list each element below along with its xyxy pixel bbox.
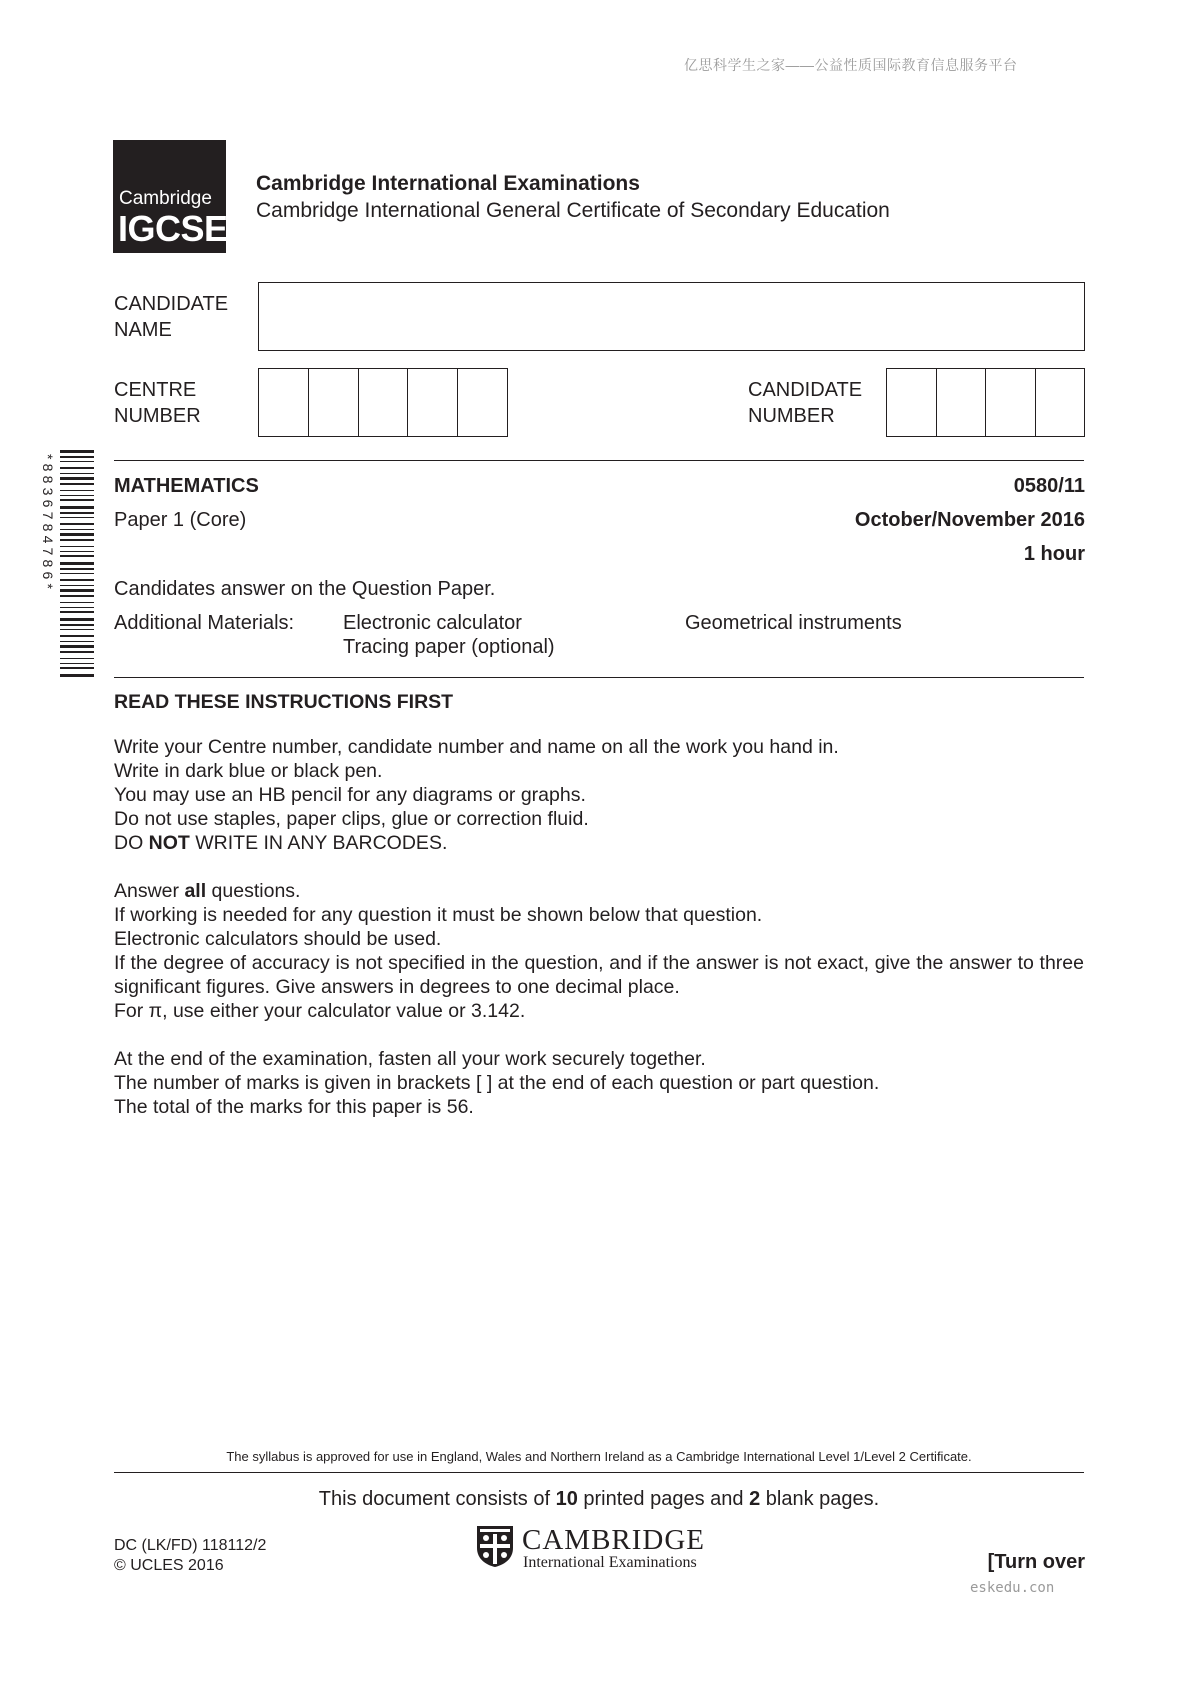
page-count: This document consists of 10 printed pages and 2 blank pages. <box>318 1488 880 1510</box>
divider-footer <box>114 1472 1084 1473</box>
exam-session: October/November 2016 <box>854 509 1085 531</box>
instruction-line: Write your Centre number, candidate number and name on all the work you hand in. <box>114 736 839 758</box>
material-geometrical: Geometrical instruments <box>685 612 902 634</box>
centre-number-boxes[interactable] <box>258 368 508 437</box>
document-code: DC (LK/FD) 118112/2 <box>114 1537 267 1554</box>
candidate-name-box[interactable] <box>258 282 1085 351</box>
instruction-line: If working is needed for any question it must be shown below that question. <box>114 904 763 926</box>
cie-wordmark: International Examinations <box>523 1554 697 1571</box>
igcse-logo <box>113 140 226 253</box>
divider-top <box>114 460 1084 461</box>
logo-igcse-text: IGCSE <box>118 208 228 249</box>
centre-number-label: CENTRE NUMBER <box>114 379 201 427</box>
instruction-line: At the end of the examination, fasten all your work securely together. <box>114 1048 706 1070</box>
qualification-title: Cambridge International General Certificate of Secondary Education <box>256 199 890 222</box>
logo-cambridge-text: Cambridge <box>119 188 212 209</box>
centre-number-cell[interactable] <box>359 369 409 436</box>
barcode-number: *8836784786* <box>40 454 56 594</box>
turn-over-label: [Turn over <box>987 1551 1085 1573</box>
material-calculator: Electronic calculator <box>343 612 522 634</box>
site-watermark: eskedu.con <box>970 1580 1055 1596</box>
candidate-number-cell[interactable] <box>986 369 1036 436</box>
watermark-text: 亿思科学生之家——公益性质国际教育信息服务平台 <box>684 57 1018 73</box>
centre-number-cell[interactable] <box>309 369 359 436</box>
instructions-heading: READ THESE INSTRUCTIONS FIRST <box>114 691 454 713</box>
candidate-number-label: CANDIDATE NUMBER <box>748 379 863 427</box>
centre-number-cell[interactable] <box>458 369 507 436</box>
candidate-name-label: CANDIDATE NAME <box>114 293 229 341</box>
candidate-number-cell[interactable] <box>1036 369 1085 436</box>
instruction-line: Write in dark blue or black pen. <box>114 760 383 782</box>
instruction-barcodes: DO NOT WRITE IN ANY BARCODES. <box>114 832 448 854</box>
cambridge-wordmark: CAMBRIDGE <box>522 1524 706 1556</box>
instruction-line: For π, use either your calculator value or 3.142. <box>114 1000 526 1022</box>
instruction-line: If the degree of accuracy is not specified in the question, and if the answer is not exact, give the answer to three significant figures. Give answers in degrees to one decimal place. <box>114 952 1084 998</box>
org-title: Cambridge International Examinations <box>256 172 640 195</box>
divider-mid <box>114 677 1084 678</box>
instruction-line: You may use an HB pencil for any diagrams or graphs. <box>114 784 586 806</box>
answer-note: Candidates answer on the Question Paper. <box>114 578 496 600</box>
material-tracing-paper: Tracing paper (optional) <box>343 636 555 658</box>
candidate-number-cell[interactable] <box>937 369 987 436</box>
barcode <box>40 450 96 678</box>
instruction-answer-all: Answer all questions. <box>114 880 301 902</box>
candidate-number-boxes[interactable] <box>886 368 1085 437</box>
paper-number: Paper 1 (Core) <box>114 509 247 531</box>
syllabus-note: The syllabus is approved for use in England, Wales and Northern Ireland as a Cambridge International Level 1/Level 2 Certificate. <box>226 1449 972 1464</box>
instruction-line: Electronic calculators should be used. <box>114 928 442 950</box>
paper-code: 0580/11 <box>1013 475 1085 497</box>
subject-title: MATHEMATICS <box>114 475 259 497</box>
copyright: © UCLES 2016 <box>114 1557 224 1574</box>
centre-number-cell[interactable] <box>408 369 458 436</box>
instruction-line: Do not use staples, paper clips, glue or correction fluid. <box>114 808 589 830</box>
instructions-body <box>114 735 1084 1119</box>
exam-duration: 1 hour <box>1023 543 1085 565</box>
instruction-line: The total of the marks for this paper is 56. <box>114 1096 474 1118</box>
candidate-number-cell[interactable] <box>887 369 937 436</box>
instruction-line: The number of marks is given in brackets [ ] at the end of each question or part question. <box>114 1072 880 1094</box>
centre-number-cell[interactable] <box>259 369 309 436</box>
cambridge-crest-icon <box>475 1524 515 1568</box>
materials-label: Additional Materials: <box>114 612 295 634</box>
